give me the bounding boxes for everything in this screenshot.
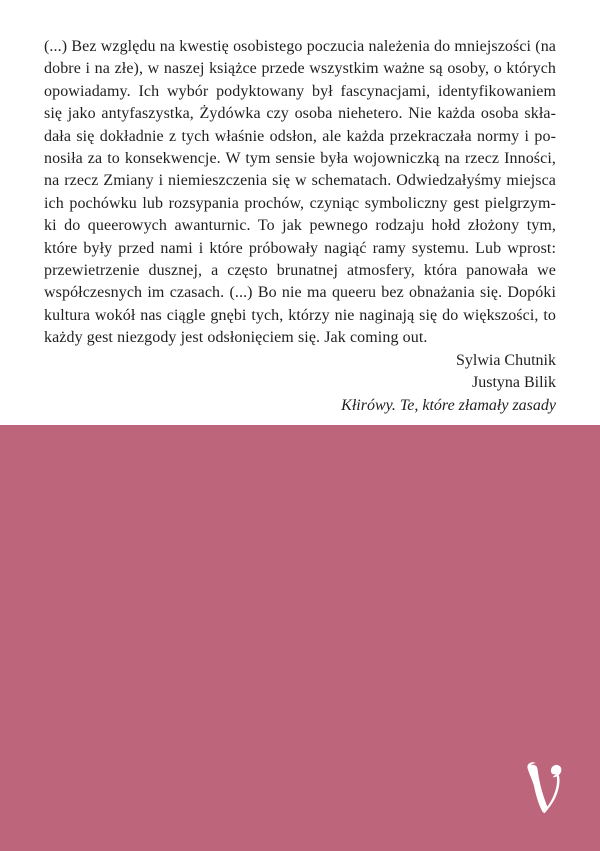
excerpt-line: które były przed nami i które próbowały nagiąć ramy systemu. Lub wprost: (44, 239, 556, 257)
excerpt-line: dała się dokładnie z tych właśnie odsłon, ale każda przekraczała normy i po- (44, 127, 556, 145)
book-title: Kłirówy. Te, które złamały zasady (341, 396, 556, 414)
excerpt-line: dobre i na złe), w naszej książce przede wszystkim ważne są osoby, o których (44, 60, 556, 78)
signature-block (44, 350, 556, 417)
excerpt-line: się jako antyfaszystka, Żydówka czy osoba niehetero. Nie każda osoba skła- (44, 105, 556, 123)
excerpt-line: na rzecz Zmiany i niemieszczenia się w schematach. Odwiedzałyśmy miejsca (44, 172, 556, 190)
excerpt-line: każdy gest niezgody jest odsłonięciem się. Jak coming out. (44, 329, 428, 347)
excerpt-line: ki do queerowych awanturnic. To jak pewnego rodzaju hołd złożony tym, (44, 217, 556, 235)
excerpt-text (44, 36, 556, 350)
cover-color-block (0, 425, 600, 851)
publisher-logo-icon (520, 760, 562, 814)
author-name: Justyna Bilik (471, 374, 556, 392)
excerpt-line: przewietrzenie dusznej, a często brunatnej atmosfery, która panowała we (44, 262, 556, 280)
excerpt-line: kultura wokół nas ciągle gnębi tych, którzy nie naginają się do większości, to (44, 306, 556, 324)
author-name: Sylwia Chutnik (455, 351, 556, 369)
blurb-section (0, 0, 600, 425)
excerpt-line: (...) Bez względu na kwestię osobistego poczucia należenia do mniejszości (na (44, 38, 556, 55)
excerpt-line: nosiła za to konsekwencje. W tym sensie była wojowniczką na rzecz Inności, (44, 150, 556, 168)
excerpt-line: współczesnych im czasach. (...) Bo nie ma queeru bez obnażania się. Dopóki (44, 284, 556, 302)
excerpt-line: opowiadamy. Ich wybór podyktowany był fascynacjami, identyfikowaniem (44, 82, 556, 100)
excerpt-line: ich pochówku lub rozsypania prochów, czyniąc symboliczny gest pielgrzym- (44, 194, 556, 212)
